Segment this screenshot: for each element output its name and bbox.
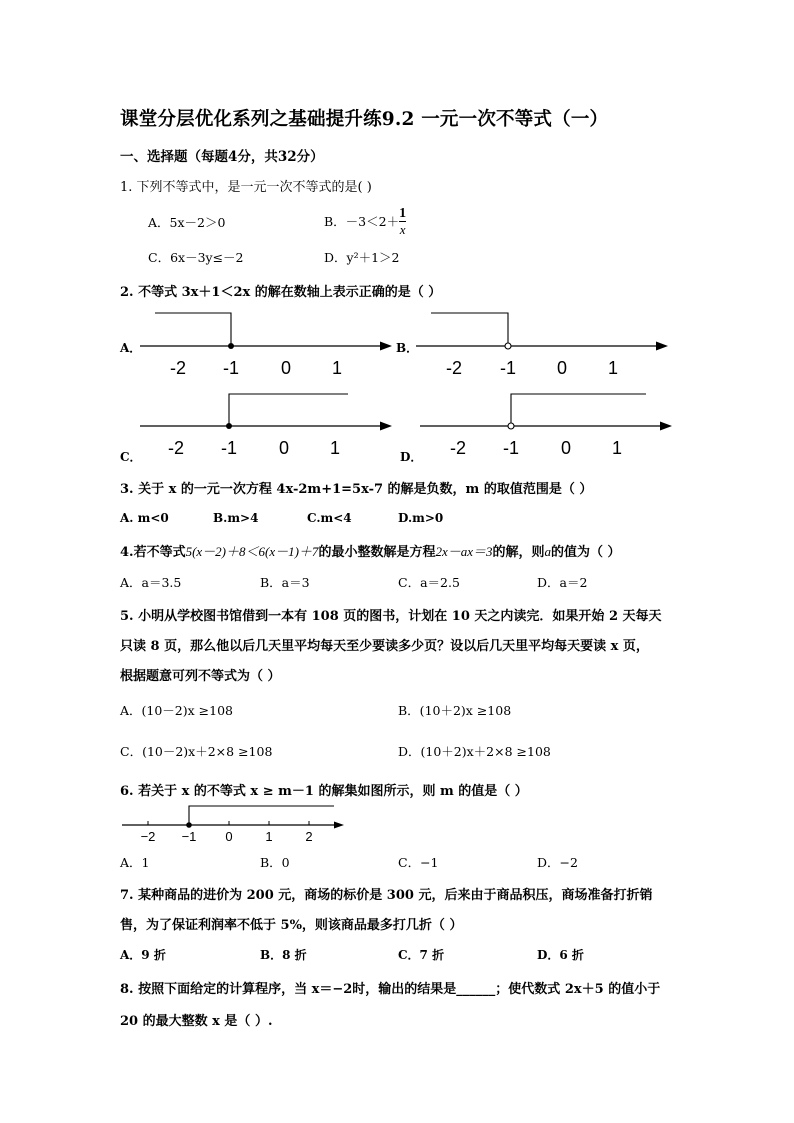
q8-stem-line-1: 8. 按照下面给定的计算程序，当 x＝−2时，输出的结果是______；使代数式 2x＋5 的值小于	[120, 982, 661, 997]
q4-equation: 2x－ax＝3	[435, 544, 493, 559]
q2-label-c: C．	[120, 450, 142, 464]
q5-option-d: D．(10＋2)x＋2×8 ≥108	[398, 744, 551, 759]
tick-label: -2	[169, 358, 187, 378]
q7-option-b: B．8 折	[260, 948, 307, 962]
q3-option-a: A. m<0	[120, 511, 169, 525]
q2-label-a: A．	[120, 341, 142, 355]
tick-label: 0	[560, 438, 572, 458]
tick-label: 0	[556, 358, 568, 378]
tick-label: 1	[265, 829, 273, 844]
fraction-numerator: 1	[399, 205, 407, 221]
tick-label: -2	[449, 438, 467, 458]
q7-stem-line-1: 7. 某种商品的进价为 200 元，商场的标价是 300 元，后来由于商品积压，商场准备打折销	[120, 888, 653, 903]
q6-number-line	[118, 802, 348, 844]
tick-label: 1	[329, 438, 341, 458]
q2-number-line-c	[140, 388, 395, 463]
q4-stem	[120, 541, 621, 560]
q4-stem-part-4: 的值为（ ）	[551, 545, 621, 560]
q4-stem-part-1: 4.若不等式	[120, 545, 186, 560]
q7-option-c: C．7 折	[398, 948, 445, 962]
q5-option-a: A．(10－2)x ≥108	[120, 703, 233, 718]
q2-stem: 2. 不等式 3x＋1＜2x 的解在数轴上表示正确的是（ ）	[120, 285, 442, 300]
q4-inequality: 5(x－2)＋8＜6(x－1)＋7	[185, 544, 319, 559]
q4-option-c: C．a＝2.5	[398, 575, 460, 590]
q1-option-a: A．5x－2＞0	[148, 215, 226, 230]
tick-label: 1	[331, 358, 343, 378]
q5-option-c: C．(10－2)x＋2×8 ≥108	[120, 744, 273, 759]
q6-option-c: C．−1	[398, 855, 439, 870]
q2-label-d: D．	[400, 450, 423, 464]
q3-option-b: B.m>4	[213, 511, 259, 525]
tick-label: 0	[225, 829, 233, 844]
q7-option-a: A．9 折	[120, 948, 166, 962]
q4-variable: a	[544, 544, 552, 559]
q5-stem-line-2: 只读 8 页，那么他以后几天里平均每天至少要读多少页？设以后几天里平均每天要读 x 页，	[120, 639, 649, 654]
q4-stem-part-3: 的解，则	[492, 545, 545, 560]
section-heading: 一、选择题（每题4分，共32分）	[120, 149, 324, 165]
q7-stem-line-2: 售，为了保证利润率不低于 5%，则该商品最多打几折（ ）	[120, 918, 463, 933]
q1-option-b-text: B．－3＜2＋	[324, 214, 400, 229]
tick-label: 2	[305, 829, 313, 844]
page-title: 课堂分层优化系列之基础提升练9.2 一元一次不等式（一）	[120, 109, 609, 130]
q1-option-b	[324, 205, 406, 237]
q6-stem: 6. 若关于 x 的不等式 x ≥ m－1 的解集如图所示，则 m 的值是（ ）	[120, 784, 528, 799]
tick-label: −1	[181, 829, 197, 844]
q3-stem: 3. 关于 x 的一元一次方程 4x-2m+1=5x-7 的解是负数，m 的取值范围是（ ）	[120, 482, 593, 497]
tick-label: −2	[140, 829, 156, 844]
q1-option-b-fraction	[399, 206, 406, 237]
q1-option-d: D．y²＋1＞2	[324, 250, 400, 265]
tick-label: -2	[167, 438, 185, 458]
tick-label: -1	[220, 438, 238, 458]
q6-option-a: A．1	[120, 855, 150, 870]
q4-stem-part-2: 的最小整数解是方程	[318, 545, 436, 560]
tick-label: -1	[502, 438, 520, 458]
q3-option-c: C.m<4	[307, 511, 352, 525]
q5-option-b: B．(10＋2)x ≥108	[398, 703, 512, 718]
q2-number-line-b	[416, 308, 671, 383]
q8-stem-line-2: 20 的最大整数 x 是（ ）.	[120, 1014, 273, 1029]
q3-option-d: D.m>0	[398, 511, 444, 525]
q2-label-b: B．	[396, 341, 419, 355]
q4-option-b: B．a＝3	[260, 575, 310, 590]
q2-number-line-d	[420, 388, 675, 463]
q7-option-d: D．6 折	[537, 948, 584, 962]
q2-number-line-a	[140, 308, 395, 383]
tick-label: 1	[607, 358, 619, 378]
q5-stem-line-3: 根据题意可列不等式为（ ）	[120, 669, 281, 684]
q6-option-d: D．−2	[537, 855, 578, 870]
tick-label: 0	[280, 358, 292, 378]
q1-stem: 1. 下列不等式中，是一元一次不等式的是( )	[120, 180, 372, 195]
q6-option-b: B．0	[260, 855, 290, 870]
tick-label: 1	[611, 438, 623, 458]
q1-option-c: C．6x－3y≤－2	[148, 250, 244, 265]
tick-label: 0	[278, 438, 290, 458]
fraction-denominator: x	[399, 221, 406, 237]
tick-label: -2	[445, 358, 463, 378]
tick-label: -1	[222, 358, 240, 378]
tick-label: -1	[499, 358, 517, 378]
q4-option-d: D．a＝2	[537, 575, 588, 590]
q4-option-a: A．a＝3.5	[120, 575, 182, 590]
q5-stem-line-1: 5. 小明从学校图书馆借到一本有 108 页的图书，计划在 10 天之内读完．如果开始 2 天每天	[120, 609, 662, 624]
